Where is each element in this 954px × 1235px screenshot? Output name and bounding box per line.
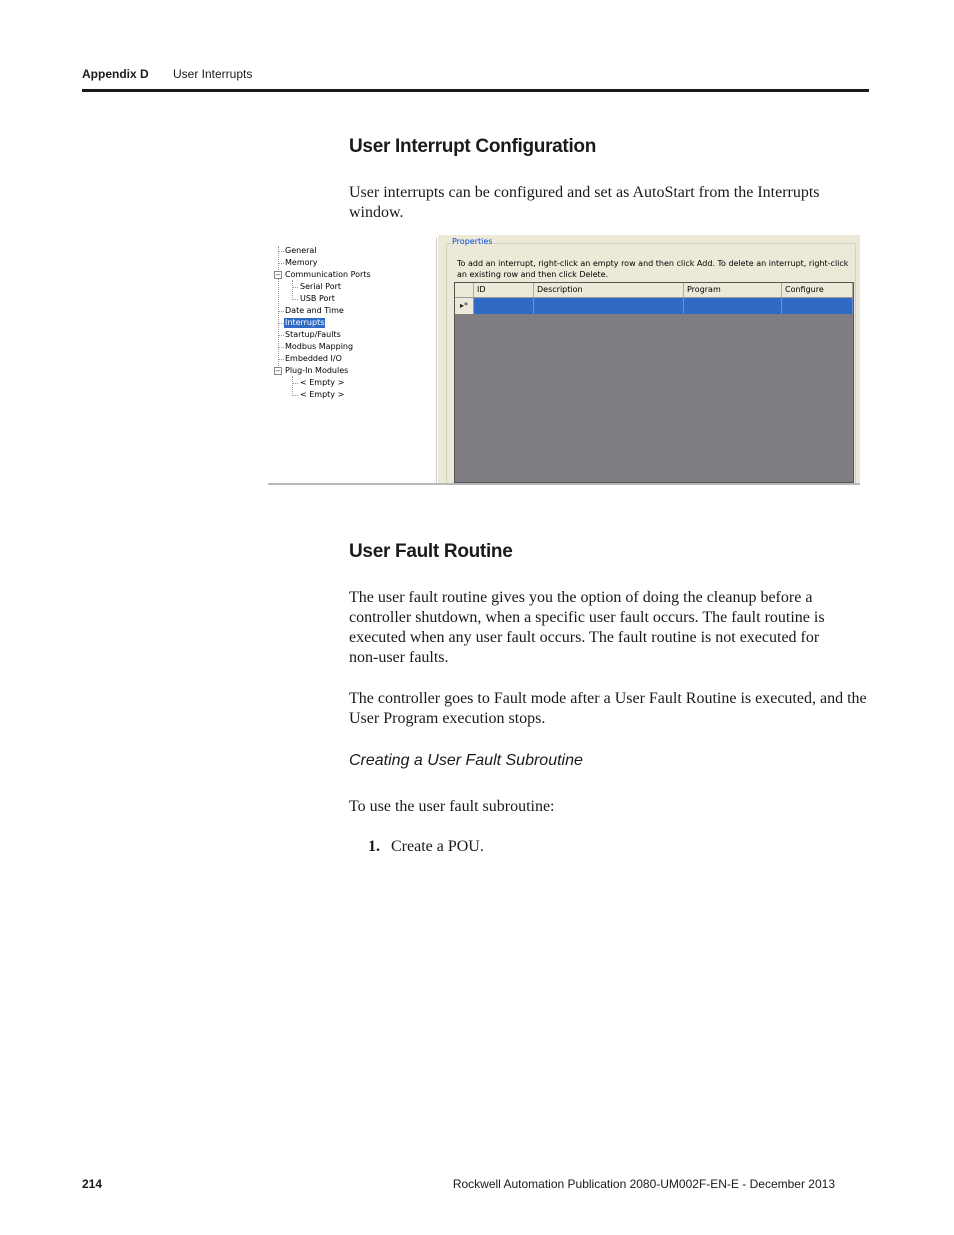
subheading-creating-subroutine: Creating a User Fault Subroutine xyxy=(349,752,583,769)
column-header-program[interactable]: Program xyxy=(684,283,782,297)
collapse-icon[interactable]: − xyxy=(275,367,281,375)
cell-description[interactable] xyxy=(534,298,684,314)
cell-configure[interactable] xyxy=(782,298,853,314)
section-heading-interrupt-config: User Interrupt Configuration xyxy=(349,136,597,157)
section1-paragraph: User interrupts can be configured and set as AutoStart from the Interrupts window. xyxy=(349,184,820,221)
interrupts-grid[interactable] xyxy=(454,282,854,483)
column-header-configure[interactable]: Configure xyxy=(782,283,853,297)
tree-item-empty-slot-2[interactable]: < Empty > xyxy=(300,390,345,399)
tree-item-startup-faults[interactable]: Startup/Faults xyxy=(285,330,341,339)
step-number: 1. xyxy=(368,838,380,855)
tree-item-embedded-io[interactable]: Embedded I/O xyxy=(285,354,342,363)
tree-item-memory[interactable]: Memory xyxy=(285,258,318,267)
header-appendix: Appendix D xyxy=(82,67,149,81)
properties-instructions: To add an interrupt, right-click an empty row and then click Add. To delete an interrupt, right-click an existing row and then click Delete. xyxy=(457,259,849,279)
tree-item-date-time[interactable]: Date and Time xyxy=(285,306,344,315)
cell-program[interactable] xyxy=(684,298,782,314)
table-row[interactable] xyxy=(455,298,853,314)
tree-item-general[interactable]: General xyxy=(285,246,317,255)
properties-label: Properties xyxy=(452,237,493,246)
collapse-icon[interactable]: − xyxy=(275,271,281,279)
cell-id[interactable] xyxy=(474,298,534,314)
tree-item-plugin-modules[interactable]: Plug-In Modules xyxy=(285,366,349,375)
page-number: 214 xyxy=(82,1177,103,1191)
project-tree xyxy=(268,238,437,483)
header-rule xyxy=(82,89,869,92)
grid-header xyxy=(455,283,853,298)
publication-info: Rockwell Automation Publication 2080-UM002F-EN-E - December 2013 xyxy=(452,1177,835,1191)
row-header-corner xyxy=(455,283,474,297)
tree-item-modbus-mapping[interactable]: Modbus Mapping xyxy=(285,342,354,351)
section-heading-fault-routine: User Fault Routine xyxy=(349,541,513,562)
tree-item-interrupts[interactable]: Interrupts xyxy=(285,318,325,327)
step-text: Create a POU. xyxy=(391,838,484,855)
section2-paragraph-3: To use the user fault subroutine: xyxy=(349,798,555,815)
tree-item-empty-slot-1[interactable]: < Empty > xyxy=(300,378,345,387)
section2-paragraph-1: The user fault routine gives you the option of doing the cleanup before a controller shutdown, when a specific user fault occurs. The fault routine is executed when any user fault occurs. The fault routine is not executed for non-user faults. xyxy=(349,589,825,666)
properties-panel xyxy=(438,235,860,485)
interrupts-window-screenshot xyxy=(268,235,860,488)
header-section: User Interrupts xyxy=(173,67,253,81)
column-header-description[interactable]: Description xyxy=(534,283,684,297)
new-row-marker-icon: ▸* xyxy=(455,298,474,314)
column-header-id[interactable]: ID xyxy=(474,283,534,297)
screenshot-bottom-border xyxy=(268,483,860,485)
tree-item-communication-ports[interactable]: Communication Ports xyxy=(285,270,371,279)
tree-item-serial-port[interactable]: Serial Port xyxy=(300,282,342,291)
tree-item-usb-port[interactable]: USB Port xyxy=(300,294,335,303)
section2-paragraph-2: The controller goes to Fault mode after a User Fault Routine is executed, and the User Program execution stops. xyxy=(349,690,867,727)
